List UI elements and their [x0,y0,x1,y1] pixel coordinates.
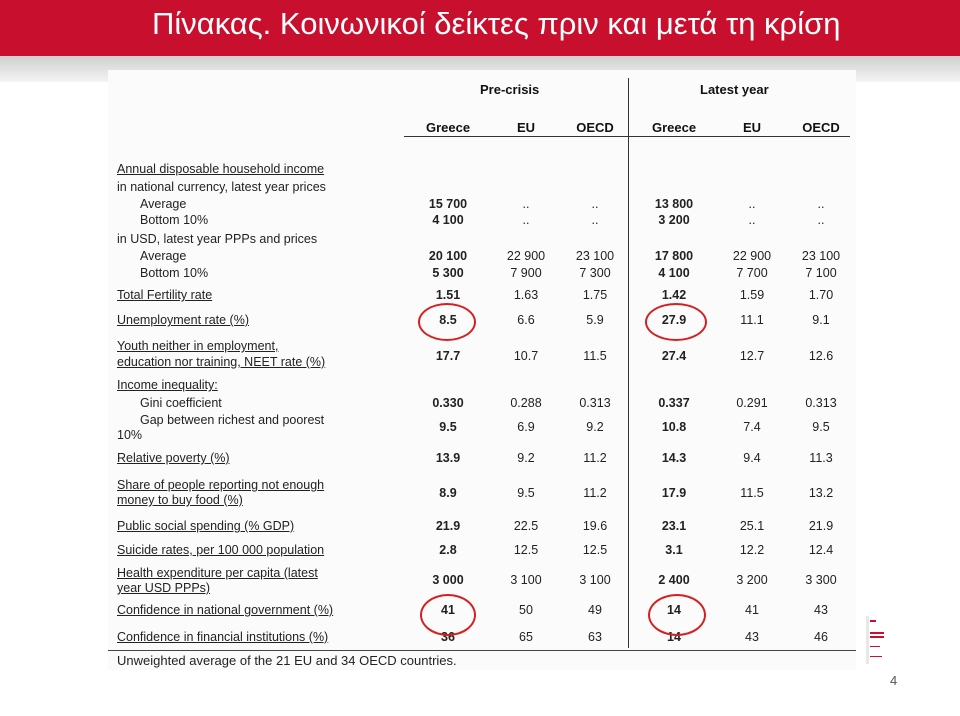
cell-confidence-fin-col0: 36 [441,630,455,644]
cell-fertility-col0: 1.51 [435,288,461,302]
cell-health-col4: 3 200 [736,573,768,587]
label-suicide: Suicide rates, per 100 000 population [117,543,325,557]
cell-nat-average-col3: 13 800 [654,197,694,211]
cell-usd-average-col3: 17 800 [654,249,694,263]
cell-fertility-col5: 1.70 [808,288,834,302]
cell-health-col1: 3 100 [510,573,542,587]
cell-nat-average-col2: .. [591,197,599,211]
page-number: 4 [890,673,898,688]
cell-fertility-col3: 1.42 [661,288,687,302]
slide-title: Πίνακας. Κοινωνικοί δείκτες πριν και μετά τη κρίση [152,6,841,41]
label-inequality: Income inequality: [117,378,218,392]
cell-suicide-col1: 12.5 [513,543,539,557]
cell-nat-average-col4: .. [748,197,756,211]
cell-usd-bottom10-col2: 7 300 [579,266,611,280]
cell-food-col1: 9.5 [517,486,535,500]
cell-confidence-gov-col3: 14 [667,603,681,617]
label-nat-bottom10: Bottom 10% [140,213,209,227]
cell-gini-col5: 0.313 [805,396,837,410]
cell-confidence-gov-col4: 41 [745,603,759,617]
cell-poverty-col3: 14.3 [661,451,687,465]
col-header-greece-latest: Greece [651,120,697,135]
cell-gap-col2: 9.2 [586,420,604,434]
group-header-precrisis: Pre-crisis [480,82,540,97]
cell-social-spending-col0: 21.9 [435,519,461,533]
cell-usd-bottom10-col3: 4 100 [658,266,690,280]
col-header-greece-pre: Greece [425,120,471,135]
cell-food-col4: 11.5 [740,486,764,500]
label-gap-2: 10% [117,428,143,442]
cell-unemployment-col0: 8.5 [439,313,457,327]
cell-confidence-gov-col5: 43 [814,603,828,617]
cell-poverty-col1: 9.2 [517,451,535,465]
cell-usd-average-col0: 20 100 [428,249,468,263]
cell-usd-bottom10-col1: 7 900 [510,266,542,280]
cell-poverty-col4: 9.4 [743,451,761,465]
cell-usd-average-col5: 23 100 [801,249,841,263]
cell-confidence-fin-col3: 14 [667,630,681,644]
cell-social-spending-col5: 21.9 [808,519,834,533]
cell-confidence-fin-col2: 63 [588,630,602,644]
label-food-1: Share of people reporting not enough [117,478,325,492]
label-neet-1: Youth neither in employment, [117,339,279,353]
cell-social-spending-col3: 23.1 [661,519,687,533]
col-header-oecd-pre: OECD [576,120,614,135]
label-neet-2: education nor training, NEET rate (%) [117,355,326,369]
cell-confidence-gov-col1: 50 [519,603,533,617]
label-usd-bottom10: Bottom 10% [140,266,209,280]
title-bar [0,0,960,56]
col-header-oecd-latest: OECD [802,120,840,135]
label-health-1: Health expenditure per capita (latest [117,566,318,580]
cell-confidence-gov-col2: 49 [588,603,602,617]
cell-unemployment-col4: 11.1 [740,313,764,327]
label-usd-average: Average [140,249,187,263]
label-income-national: in national currency, latest year prices [117,180,326,194]
label-health-2: year USD PPPs) [117,581,211,595]
label-nat-average: Average [140,197,187,211]
group-header-latest: Latest year [700,82,769,97]
highlight-circle-unemployment-greece-latest [645,303,707,341]
cell-gini-col3: 0.337 [658,396,690,410]
label-income: Annual disposable household income [117,162,325,176]
cell-social-spending-col4: 25.1 [739,519,765,533]
label-income-usd: in USD, latest year PPPs and prices [117,232,318,246]
cell-food-col5: 13.2 [808,486,834,500]
label-gap-1: Gap between richest and poorest [140,413,325,427]
cell-gap-col4: 7.4 [743,420,761,434]
cell-food-col3: 17.9 [661,486,687,500]
highlight-circle-unemployment-greece-pre [418,303,476,341]
cell-suicide-col3: 3.1 [665,543,683,557]
cell-usd-bottom10-col0: 5 300 [432,266,464,280]
highlight-circle-confidence-greece-pre [420,594,476,636]
cell-nat-bottom10-col0: 4 100 [432,213,464,227]
cell-confidence-fin-col4: 43 [745,630,759,644]
cell-neet-col4: 12.7 [739,349,765,363]
cell-unemployment-col5: 9.1 [812,313,830,327]
table-footnote: Unweighted average of the 21 EU and 34 OECD countries. [117,653,457,668]
cell-social-spending-col2: 19.6 [582,519,608,533]
col-header-eu-pre: EU [516,120,536,135]
cell-fertility-col4: 1.59 [739,288,765,302]
cell-neet-col3: 27.4 [661,349,687,363]
header-underline [404,136,850,137]
cell-gini-col2: 0.313 [579,396,611,410]
cell-usd-average-col2: 23 100 [575,249,615,263]
label-confidence-gov: Confidence in national government (%) [117,603,334,617]
label-unemployment: Unemployment rate (%) [117,313,249,327]
cell-nat-average-col5: .. [817,197,825,211]
table-bottom-rule [108,650,856,651]
cell-health-col5: 3 300 [805,573,837,587]
cell-nat-bottom10-col5: .. [817,213,825,227]
cell-gini-col4: 0.291 [736,396,768,410]
cell-nat-bottom10-col3: 3 200 [658,213,690,227]
cell-health-col3: 2 400 [658,573,690,587]
cell-confidence-fin-col1: 65 [519,630,533,644]
cell-unemployment-col2: 5.9 [586,313,604,327]
cell-gap-col5: 9.5 [812,420,830,434]
cell-nat-average-col1: .. [522,197,530,211]
cell-neet-col1: 10.7 [513,349,539,363]
cell-usd-bottom10-col4: 7 700 [736,266,768,280]
cell-nat-bottom10-col4: .. [748,213,756,227]
cell-neet-col2: 11.5 [583,349,607,363]
cell-suicide-col4: 12.2 [739,543,765,557]
cell-gap-col3: 10.8 [661,420,687,434]
label-poverty: Relative poverty (%) [117,451,230,465]
cell-poverty-col5: 11.3 [809,451,833,465]
cell-suicide-col0: 2.8 [439,543,457,557]
logo-fragment-icon [866,616,888,664]
label-fertility: Total Fertility rate [117,288,213,302]
cell-gap-col1: 6.9 [517,420,535,434]
cell-usd-average-col1: 22 900 [506,249,546,263]
cell-gini-col0: 0.330 [432,396,464,410]
cell-nat-bottom10-col1: .. [522,213,530,227]
cell-usd-average-col4: 22 900 [732,249,772,263]
cell-fertility-col2: 1.75 [582,288,608,302]
cell-poverty-col0: 13.9 [435,451,461,465]
cell-confidence-fin-col5: 46 [814,630,828,644]
label-social-spending: Public social spending (% GDP) [117,519,295,533]
label-food-2: money to buy food (%) [117,493,243,507]
cell-health-col2: 3 100 [579,573,611,587]
cell-usd-bottom10-col5: 7 100 [805,266,837,280]
cell-unemployment-col1: 6.6 [517,313,535,327]
cell-neet-col0: 17.7 [435,349,461,363]
label-confidence-fin: Confidence in financial institutions (%) [117,630,329,644]
cell-neet-col5: 12.6 [808,349,834,363]
cell-food-col2: 11.2 [583,486,607,500]
col-header-eu-latest: EU [742,120,762,135]
cell-suicide-col2: 12.5 [582,543,608,557]
cell-nat-average-col0: 15 700 [428,197,468,211]
cell-gap-col0: 9.5 [439,420,457,434]
cell-suicide-col5: 12.4 [808,543,834,557]
period-divider [628,78,629,648]
cell-unemployment-col3: 27.9 [661,313,687,327]
cell-social-spending-col1: 22.5 [513,519,539,533]
cell-confidence-gov-col0: 41 [441,603,455,617]
highlight-circle-confidence-greece-latest [648,594,706,636]
label-gini: Gini coefficient [140,396,222,410]
cell-health-col0: 3 000 [432,573,464,587]
cell-nat-bottom10-col2: .. [591,213,599,227]
cell-poverty-col2: 11.2 [583,451,607,465]
cell-fertility-col1: 1.63 [513,288,539,302]
cell-gini-col1: 0.288 [510,396,542,410]
cell-food-col0: 8.9 [439,486,457,500]
